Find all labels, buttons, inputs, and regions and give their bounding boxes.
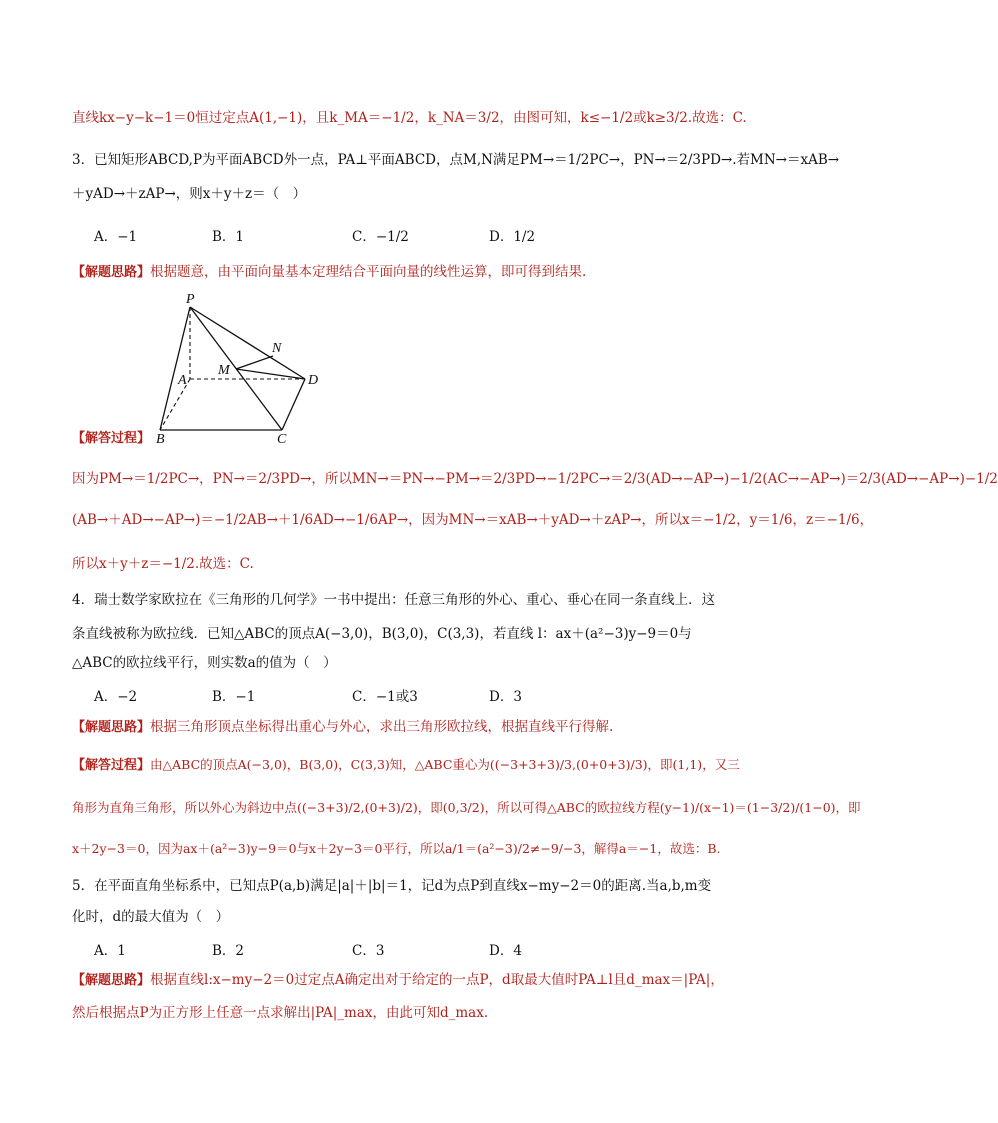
- hint-5: [72, 970, 724, 991]
- question-3-options: [94, 225, 535, 245]
- hint-tag: 【解题思路】: [72, 265, 151, 280]
- question-3-text-cont: ＋yAD→＋zAP→，则x＋y＋z＝（ ）: [72, 186, 307, 202]
- question-5-options: [94, 939, 522, 959]
- option-c: C．−1/2: [352, 229, 409, 245]
- label-n: N: [272, 341, 282, 356]
- pyramid-figure: [150, 290, 335, 445]
- option-a: A．−2: [94, 689, 138, 705]
- hint-tag: 【解题思路】: [72, 973, 151, 988]
- solution-line: 所以x＋y＋z＝−1/2.故选：C.: [72, 556, 254, 572]
- question-4-text: 4．瑞士数学家欧拉在《三角形的几何学》一书中提出：任意三角形的外心、重心、垂心在同一条直线上．这: [72, 592, 716, 608]
- question-5-text-cont: 化时，d的最大值为（ ）: [72, 909, 230, 925]
- question-5-text: 5．在平面直角坐标系中，已知点P(a,b)满足|a|＋|b|＝1，记d为点P到直线x−my−2＝0的距离.当a,b,m变: [72, 878, 712, 894]
- question-4-text-cont: 条直线被称为欧拉线．已知△ABC的顶点A(−3,0)，B(3,0)，C(3,3)，若直线 l：ax＋(a²−3)y−9＝0与: [72, 626, 692, 642]
- solution-line: x＋2y−3＝0，因为ax＋(a²−3)y−9＝0与x＋2y−3＝0平行，所以a/1＝(a²−3)/2≠−9/−3，解得a＝−1，故选：B.: [72, 841, 721, 856]
- hint-text-cont: 然后根据点P为正方形上任意一点求解出|PA|_max，由此可知d_max.: [72, 1005, 489, 1021]
- option-d: D．3: [489, 689, 522, 705]
- solution-line: 直线kx−y−k−1＝0恒过定点A(1,−1)，且k_MA＝−1/2，k_NA＝3/2，由图可知，k≤−1/2或k≥3/2.故选：C.: [72, 110, 747, 126]
- solution-line: 角形为直角三角形，所以外心为斜边中点((−3+3)/2,(0+3)/2)，即(0,3/2)，所以可得△ABC的欧拉线方程(y−1)/(x−1)＝(1−3/2)/(1−0)，即: [72, 800, 861, 815]
- process-tag: 【解答过程】: [72, 758, 151, 773]
- solution-line: (AB→＋AD→−AP→)＝−1/2AB→＋1/6AD→−1/6AP→，因为MN→＝xAB→＋yAD→＋zAP→，所以x＝−1/2，y＝1/6，z＝−1/6，: [72, 512, 874, 528]
- question-3-text: 3．已知矩形ABCD,P为平面ABCD外一点，PA⊥平面ABCD，点M,N满足PM→＝1/2PC→，PN→＝2/3PD→.若MN→＝xAB→: [72, 152, 840, 168]
- option-b: B．1: [212, 229, 245, 245]
- label-d: D: [308, 373, 319, 388]
- option-c: C．−1或3: [352, 689, 418, 705]
- solution-text: 由△ABC的顶点A(−3,0)，B(3,0)，C(3,3)知，△ABC重心为((−3+3+3)/3,(0+0+3)/3)，即(1,1)，又三: [150, 757, 740, 772]
- question-4-text-cont: △ABC的欧拉线平行，则实数a的值为（ ）: [72, 655, 337, 671]
- hint-text: 根据题意，由平面向量基本定理结合平面向量的线性运算，即可得到结果.: [150, 264, 587, 280]
- option-d: D．1/2: [489, 229, 536, 245]
- option-a: A．−1: [94, 229, 138, 245]
- label-m: M: [218, 363, 230, 378]
- label-b: B: [156, 432, 165, 447]
- label-p: P: [186, 292, 195, 307]
- option-d: D．4: [489, 943, 522, 959]
- option-b: B．2: [212, 943, 245, 959]
- option-b: B．−1: [212, 689, 256, 705]
- label-c: C: [277, 432, 287, 447]
- process-tag: 【解答过程】: [72, 431, 151, 446]
- label-a: A: [178, 373, 187, 388]
- hint-3: [72, 262, 586, 283]
- option-c: C．3: [352, 943, 385, 959]
- option-a: A．1: [94, 943, 126, 959]
- question-4-options: [94, 685, 522, 705]
- process-3-header: [72, 428, 150, 449]
- hint-text: 根据三角形顶点坐标得出重心与外心，求出三角形欧拉线，根据直线平行得解.: [150, 719, 614, 735]
- hint-text: 根据直线l:x−my−2＝0过定点A确定出对于给定的一点P，d取最大值时PA⊥l且d_max＝|PA|，: [150, 972, 724, 988]
- process-4-line: [72, 755, 740, 776]
- solution-line: 因为PM→＝1/2PC→，PN→＝2/3PD→，所以MN→＝PN→−PM→＝2/3PD→−1/2PC→＝2/3(AD→−AP→)−1/2(AC→−AP→)＝2/3(AD→−AP→)−1/2: [72, 471, 998, 487]
- hint-tag: 【解题思路】: [72, 720, 151, 735]
- hint-4: [72, 717, 613, 738]
